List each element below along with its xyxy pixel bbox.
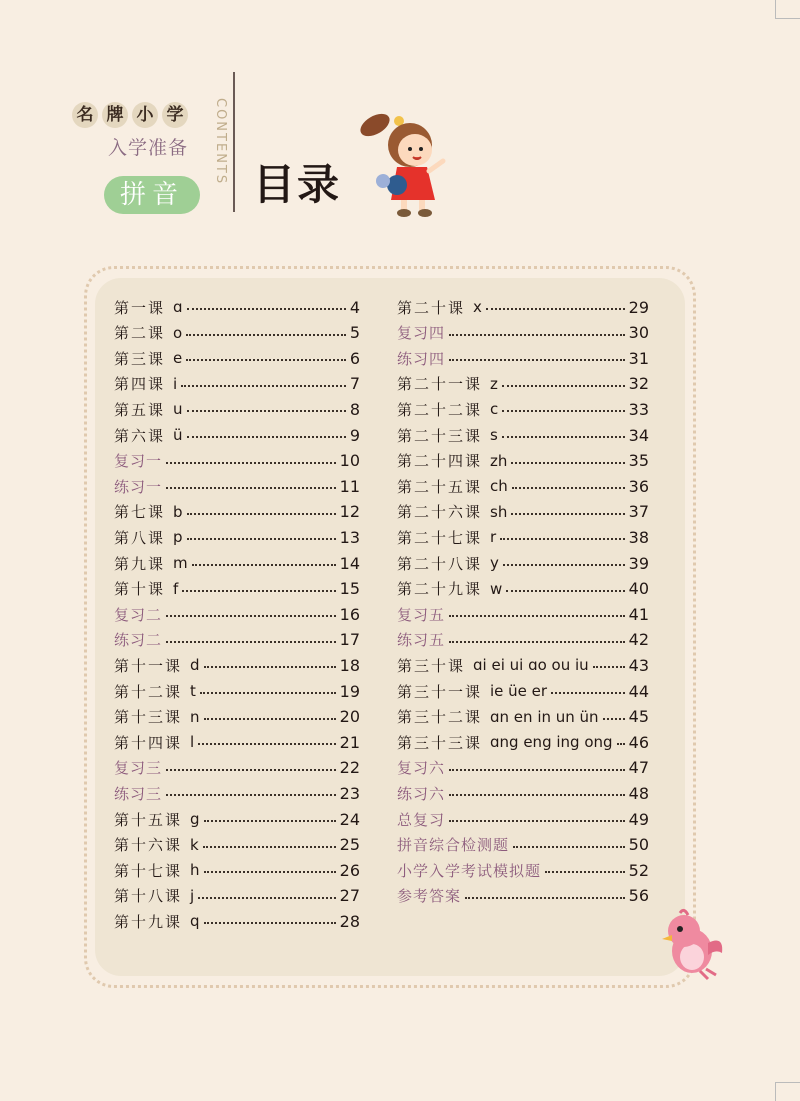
toc-leader-dots [503, 564, 625, 566]
toc-lesson-name: 第一课 [114, 298, 166, 317]
toc-lesson-row[interactable] [397, 730, 649, 754]
toc-lesson-name: 练习六 [397, 784, 446, 803]
brand-char: 小 [132, 102, 158, 128]
toc-lesson-name: 参考答案 [397, 887, 462, 906]
toc-page-number: 26 [339, 860, 360, 880]
toc-lesson-name: 第十二课 [114, 682, 183, 701]
toc-review-row[interactable] [114, 602, 360, 626]
toc-lesson-name: 第十一课 [114, 656, 183, 675]
toc-leader-dots [449, 794, 625, 796]
toc-pinyin-sound: f [173, 579, 179, 598]
toc-pinyin-sound: w [490, 579, 503, 598]
toc-lesson-row[interactable] [114, 372, 360, 396]
toc-page-number: 24 [339, 809, 360, 829]
brand-char: 名 [72, 102, 98, 128]
toc-lesson-name: 第三十二课 [397, 708, 483, 727]
toc-leader-dots [502, 410, 624, 412]
toc-review-row[interactable] [397, 756, 649, 780]
toc-pinyin-sound: m [173, 554, 188, 572]
toc-page-number: 27 [339, 886, 360, 906]
toc-lesson-row[interactable] [114, 909, 360, 933]
toc-lesson-row[interactable] [397, 653, 649, 677]
toc-page-number: 31 [628, 348, 649, 368]
toc-leader-dots [511, 462, 624, 464]
toc-page-number: 47 [628, 758, 649, 778]
toc-pinyin-sound: z [490, 374, 498, 393]
toc-leader-dots [166, 794, 336, 796]
toc-lesson-row[interactable] [397, 397, 649, 421]
toc-pinyin-sound: ɑng eng ing ong [490, 733, 613, 752]
toc-lesson-row[interactable] [114, 397, 360, 421]
toc-lesson-name: 第二十九课 [397, 580, 483, 599]
toc-pinyin-sound: ü [173, 426, 183, 444]
toc-lesson-row[interactable] [397, 551, 649, 575]
toc-lesson-name: 第二十四课 [397, 452, 483, 471]
toc-lesson-row[interactable] [114, 551, 360, 575]
toc-review-row[interactable] [114, 628, 360, 652]
toc-page-number: 30 [628, 323, 649, 343]
toc-lesson-row[interactable] [114, 705, 360, 729]
toc-page-number: 33 [628, 399, 649, 419]
toc-lesson-name: 第十六课 [114, 836, 183, 855]
toc-leader-dots [204, 922, 336, 924]
toc-lesson-row[interactable] [114, 884, 360, 908]
toc-lesson-name: 第二课 [114, 324, 166, 343]
toc-lesson-row[interactable] [397, 577, 649, 601]
toc-lesson-name: 第三十课 [397, 656, 466, 675]
toc-lesson-name: 第十五课 [114, 810, 183, 829]
toc-pinyin-sound: ch [490, 477, 508, 496]
toc-pinyin-sound: g [190, 810, 200, 828]
toc-page-number: 34 [628, 425, 649, 445]
toc-leader-dots [198, 743, 335, 745]
toc-page-number: 10 [339, 451, 360, 471]
toc-lesson-name: 复习六 [397, 759, 446, 778]
toc-page-number: 16 [339, 604, 360, 624]
toc-leader-dots [204, 666, 336, 668]
toc-leader-dots [449, 359, 625, 361]
toc-leader-dots [486, 308, 625, 310]
toc-leader-dots [204, 718, 336, 720]
toc-pinyin-sound: y [490, 554, 499, 572]
toc-lesson-name: 第三十一课 [397, 682, 483, 701]
toc-page-number: 4 [349, 297, 360, 317]
toc-lesson-name: 复习五 [397, 605, 446, 624]
toc-pinyin-sound: t [190, 682, 196, 700]
toc-lesson-name: 练习五 [397, 631, 446, 650]
toc-page-number: 44 [628, 681, 649, 701]
toc-page-number: 42 [628, 630, 649, 650]
toc-review-row[interactable] [114, 474, 360, 498]
toc-page-number: 9 [349, 425, 360, 445]
toc-lesson-name: 第三十三课 [397, 733, 483, 752]
toc-page-number: 20 [339, 707, 360, 727]
brand-char: 牌 [102, 102, 128, 128]
toc-leader-dots [181, 385, 346, 387]
toc-leader-dots [500, 538, 624, 540]
toc-pinyin-sound: h [190, 861, 200, 880]
toc-review-row[interactable] [397, 807, 649, 831]
toc-lesson-name: 第十课 [114, 580, 166, 599]
toc-lesson-row[interactable] [397, 295, 649, 319]
toc-leader-dots [166, 641, 336, 643]
toc-pinyin-sound: b [173, 502, 183, 521]
brand-char: 学 [162, 102, 188, 128]
toc-pinyin-sound: n [190, 707, 200, 726]
toc-page-number: 19 [339, 681, 360, 701]
toc-leader-dots [449, 820, 625, 822]
toc-leader-dots [449, 334, 625, 336]
toc-page-number: 11 [339, 476, 360, 496]
toc-page-number: 13 [339, 527, 360, 547]
toc-pinyin-sound: ɑ [173, 298, 183, 316]
toc-review-row[interactable] [397, 346, 649, 370]
toc-page-number: 39 [628, 553, 649, 573]
toc-lesson-name: 第七课 [114, 503, 166, 522]
toc-leader-dots [449, 615, 625, 617]
toc-page-number: 49 [628, 809, 649, 829]
toc-leader-dots [166, 769, 336, 771]
toc-lesson-row[interactable] [114, 833, 360, 857]
toc-lesson-row[interactable] [397, 423, 649, 447]
toc-page-number: 32 [628, 374, 649, 394]
crop-mark [775, 0, 776, 18]
toc-page-number: 15 [339, 579, 360, 599]
toc-leader-dots [512, 487, 625, 489]
toc-page-number: 28 [339, 911, 360, 931]
crop-mark [775, 18, 800, 19]
toc-lesson-name: 复习四 [397, 324, 446, 343]
toc-lesson-name: 第八课 [114, 528, 166, 547]
toc-lesson-row[interactable] [397, 500, 649, 524]
toc-leader-dots [186, 334, 346, 336]
toc-page-number: 14 [339, 553, 360, 573]
toc-lesson-name: 第五课 [114, 400, 166, 419]
toc-lesson-name: 练习三 [114, 784, 163, 803]
toc-review-row[interactable] [397, 321, 649, 345]
toc-lesson-name: 第二十一课 [397, 375, 483, 394]
toc-page-number: 12 [339, 502, 360, 522]
toc-page-number: 6 [349, 348, 360, 368]
toc-lesson-name: 小学入学考试模拟题 [397, 861, 542, 880]
toc-leader-dots [166, 615, 336, 617]
toc-lesson-name: 第二十六课 [397, 503, 483, 522]
toc-lesson-row[interactable] [397, 679, 649, 703]
toc-page-number: 50 [628, 835, 649, 855]
toc-lesson-name: 第十七课 [114, 861, 183, 880]
toc-page-number: 8 [349, 399, 360, 419]
toc-leader-dots [593, 666, 625, 668]
toc-page-number: 56 [628, 886, 649, 906]
toc-leader-dots [198, 897, 335, 899]
toc-review-row[interactable] [397, 858, 649, 882]
toc-page-number: 17 [339, 630, 360, 650]
toc-lesson-name: 第二十三课 [397, 426, 483, 445]
toc-pinyin-sound: u [173, 400, 183, 419]
toc-lesson-name: 复习一 [114, 452, 163, 471]
toc-lesson-name: 第二十二课 [397, 400, 483, 419]
toc-pinyin-sound: c [490, 400, 499, 419]
toc-lesson-name: 练习四 [397, 349, 446, 368]
toc-lesson-name: 复习三 [114, 759, 163, 778]
toc-leader-dots [617, 743, 625, 745]
toc-review-row[interactable] [114, 781, 360, 805]
toc-pinyin-sound: ie üe er [490, 682, 548, 700]
toc-page-number: 18 [339, 655, 360, 675]
toc-lesson-row[interactable] [114, 653, 360, 677]
toc-lesson-name: 第十四课 [114, 733, 183, 752]
toc-lesson-row[interactable] [114, 858, 360, 882]
toc-lesson-name: 练习二 [114, 631, 163, 650]
toc-review-row[interactable] [114, 449, 360, 473]
toc-leader-dots [502, 385, 625, 387]
toc-page-number: 23 [339, 783, 360, 803]
toc-page-number: 52 [628, 860, 649, 880]
toc-review-row[interactable] [397, 781, 649, 805]
toc-page-number: 45 [628, 707, 649, 727]
toc-leader-dots [506, 590, 624, 592]
page-title: 目录 [253, 160, 342, 209]
toc-lesson-name: 第三课 [114, 349, 166, 368]
toc-review-row[interactable] [397, 602, 649, 626]
toc-lesson-row[interactable] [114, 295, 360, 319]
toc-lesson-row[interactable] [114, 730, 360, 754]
toc-leader-dots [187, 538, 336, 540]
toc-leader-dots [200, 692, 336, 694]
toc-lesson-name: 第二十八课 [397, 554, 483, 573]
toc-lesson-name: 第二十七课 [397, 528, 483, 547]
toc-page-number: 41 [628, 604, 649, 624]
toc-pinyin-sound: i [173, 374, 178, 393]
toc-lesson-name: 第四课 [114, 375, 166, 394]
toc-page-number: 48 [628, 783, 649, 803]
toc-leader-dots [187, 513, 336, 515]
toc-lesson-name: 第六课 [114, 426, 166, 445]
toc-pinyin-sound: p [173, 528, 183, 547]
toc-lesson-row[interactable] [114, 346, 360, 370]
toc-leader-dots [511, 513, 624, 515]
toc-leader-dots [166, 487, 336, 489]
toc-lesson-name: 第二十五课 [397, 477, 483, 496]
toc-leader-dots [187, 410, 346, 412]
toc-leader-dots [204, 871, 336, 873]
toc-lesson-name: 第十九课 [114, 912, 183, 931]
toc-lesson-row[interactable] [114, 321, 360, 345]
toc-lesson-row[interactable] [114, 500, 360, 524]
girl-illustration [355, 105, 450, 220]
toc-page-number: 7 [349, 374, 360, 394]
toc-pinyin-sound: q [190, 912, 200, 931]
toc-review-row[interactable] [397, 833, 649, 857]
toc-leader-dots [204, 820, 336, 822]
toc-pinyin-sound: l [190, 733, 195, 752]
subject-badge: 拼音 [104, 176, 200, 214]
crop-mark [775, 1082, 800, 1083]
toc-page-number: 43 [628, 655, 649, 675]
toc-page-number: 21 [339, 732, 360, 752]
toc-leader-dots [187, 308, 346, 310]
toc-lesson-name: 第十三课 [114, 708, 183, 727]
toc-leader-dots [186, 359, 346, 361]
toc-leader-dots [449, 769, 625, 771]
toc-lesson-row[interactable] [397, 705, 649, 729]
toc-leader-dots [192, 564, 336, 566]
toc-leader-dots [545, 871, 625, 873]
toc-leader-dots [187, 436, 346, 438]
toc-page-number: 35 [628, 451, 649, 471]
toc-leader-dots [203, 846, 336, 848]
toc-leader-dots [166, 462, 336, 464]
toc-page-number: 25 [339, 835, 360, 855]
toc-pinyin-sound: zh [490, 451, 508, 470]
toc-lesson-row[interactable] [397, 474, 649, 498]
toc-page-number: 29 [628, 297, 649, 317]
toc-lesson-name: 第九课 [114, 554, 166, 573]
toc-pinyin-sound: ɑi ei ui ɑo ou iu [473, 656, 589, 675]
toc-leader-dots [513, 846, 625, 848]
toc-lesson-row[interactable] [114, 525, 360, 549]
toc-lesson-row[interactable] [397, 525, 649, 549]
toc-page-number: 38 [628, 527, 649, 547]
toc-lesson-row[interactable] [114, 807, 360, 831]
toc-page-number: 40 [628, 579, 649, 599]
toc-page-number: 36 [628, 476, 649, 496]
toc-pinyin-sound: j [190, 886, 195, 905]
toc-lesson-name: 练习一 [114, 477, 163, 496]
toc-pinyin-sound: sh [490, 502, 508, 521]
toc-lesson-name: 复习二 [114, 605, 163, 624]
toc-pinyin-sound: x [473, 298, 482, 316]
toc-page-number: 22 [339, 758, 360, 778]
toc-leader-dots [603, 718, 625, 720]
brand-subtitle: 入学准备 [108, 137, 189, 159]
toc-pinyin-sound: e [173, 349, 183, 368]
toc-leader-dots [502, 436, 625, 438]
toc-pinyin-sound: r [490, 528, 497, 547]
toc-review-row[interactable] [397, 628, 649, 652]
toc-page-number: 5 [349, 323, 360, 343]
header-divider [233, 72, 235, 212]
contents-label: CONTENTS [213, 98, 228, 186]
toc-pinyin-sound: d [190, 656, 200, 675]
toc-leader-dots [182, 590, 335, 592]
toc-pinyin-sound: s [490, 426, 498, 444]
toc-pinyin-sound: o [173, 323, 183, 342]
bird-illustration [650, 905, 728, 983]
toc-lesson-name: 第十八课 [114, 887, 183, 906]
crop-mark [775, 1082, 776, 1101]
toc-page-number: 37 [628, 502, 649, 522]
toc-leader-dots [449, 641, 625, 643]
toc-lesson-row[interactable] [114, 423, 360, 447]
toc-lesson-name: 拼音综合检测题 [397, 836, 510, 855]
toc-leader-dots [551, 692, 625, 694]
toc-lesson-row[interactable] [114, 679, 360, 703]
toc-lesson-name: 第二十课 [397, 298, 466, 317]
toc-pinyin-sound: ɑn en in un ün [490, 707, 599, 726]
toc-lesson-name: 总复习 [397, 810, 446, 829]
toc-review-row[interactable] [114, 756, 360, 780]
toc-lesson-row[interactable] [397, 449, 649, 473]
toc-review-row[interactable] [397, 884, 649, 908]
toc-page-number: 46 [628, 732, 649, 752]
toc-pinyin-sound: k [190, 835, 199, 854]
toc-lesson-row[interactable] [397, 372, 649, 396]
toc-leader-dots [465, 897, 625, 899]
toc-lesson-row[interactable] [114, 577, 360, 601]
